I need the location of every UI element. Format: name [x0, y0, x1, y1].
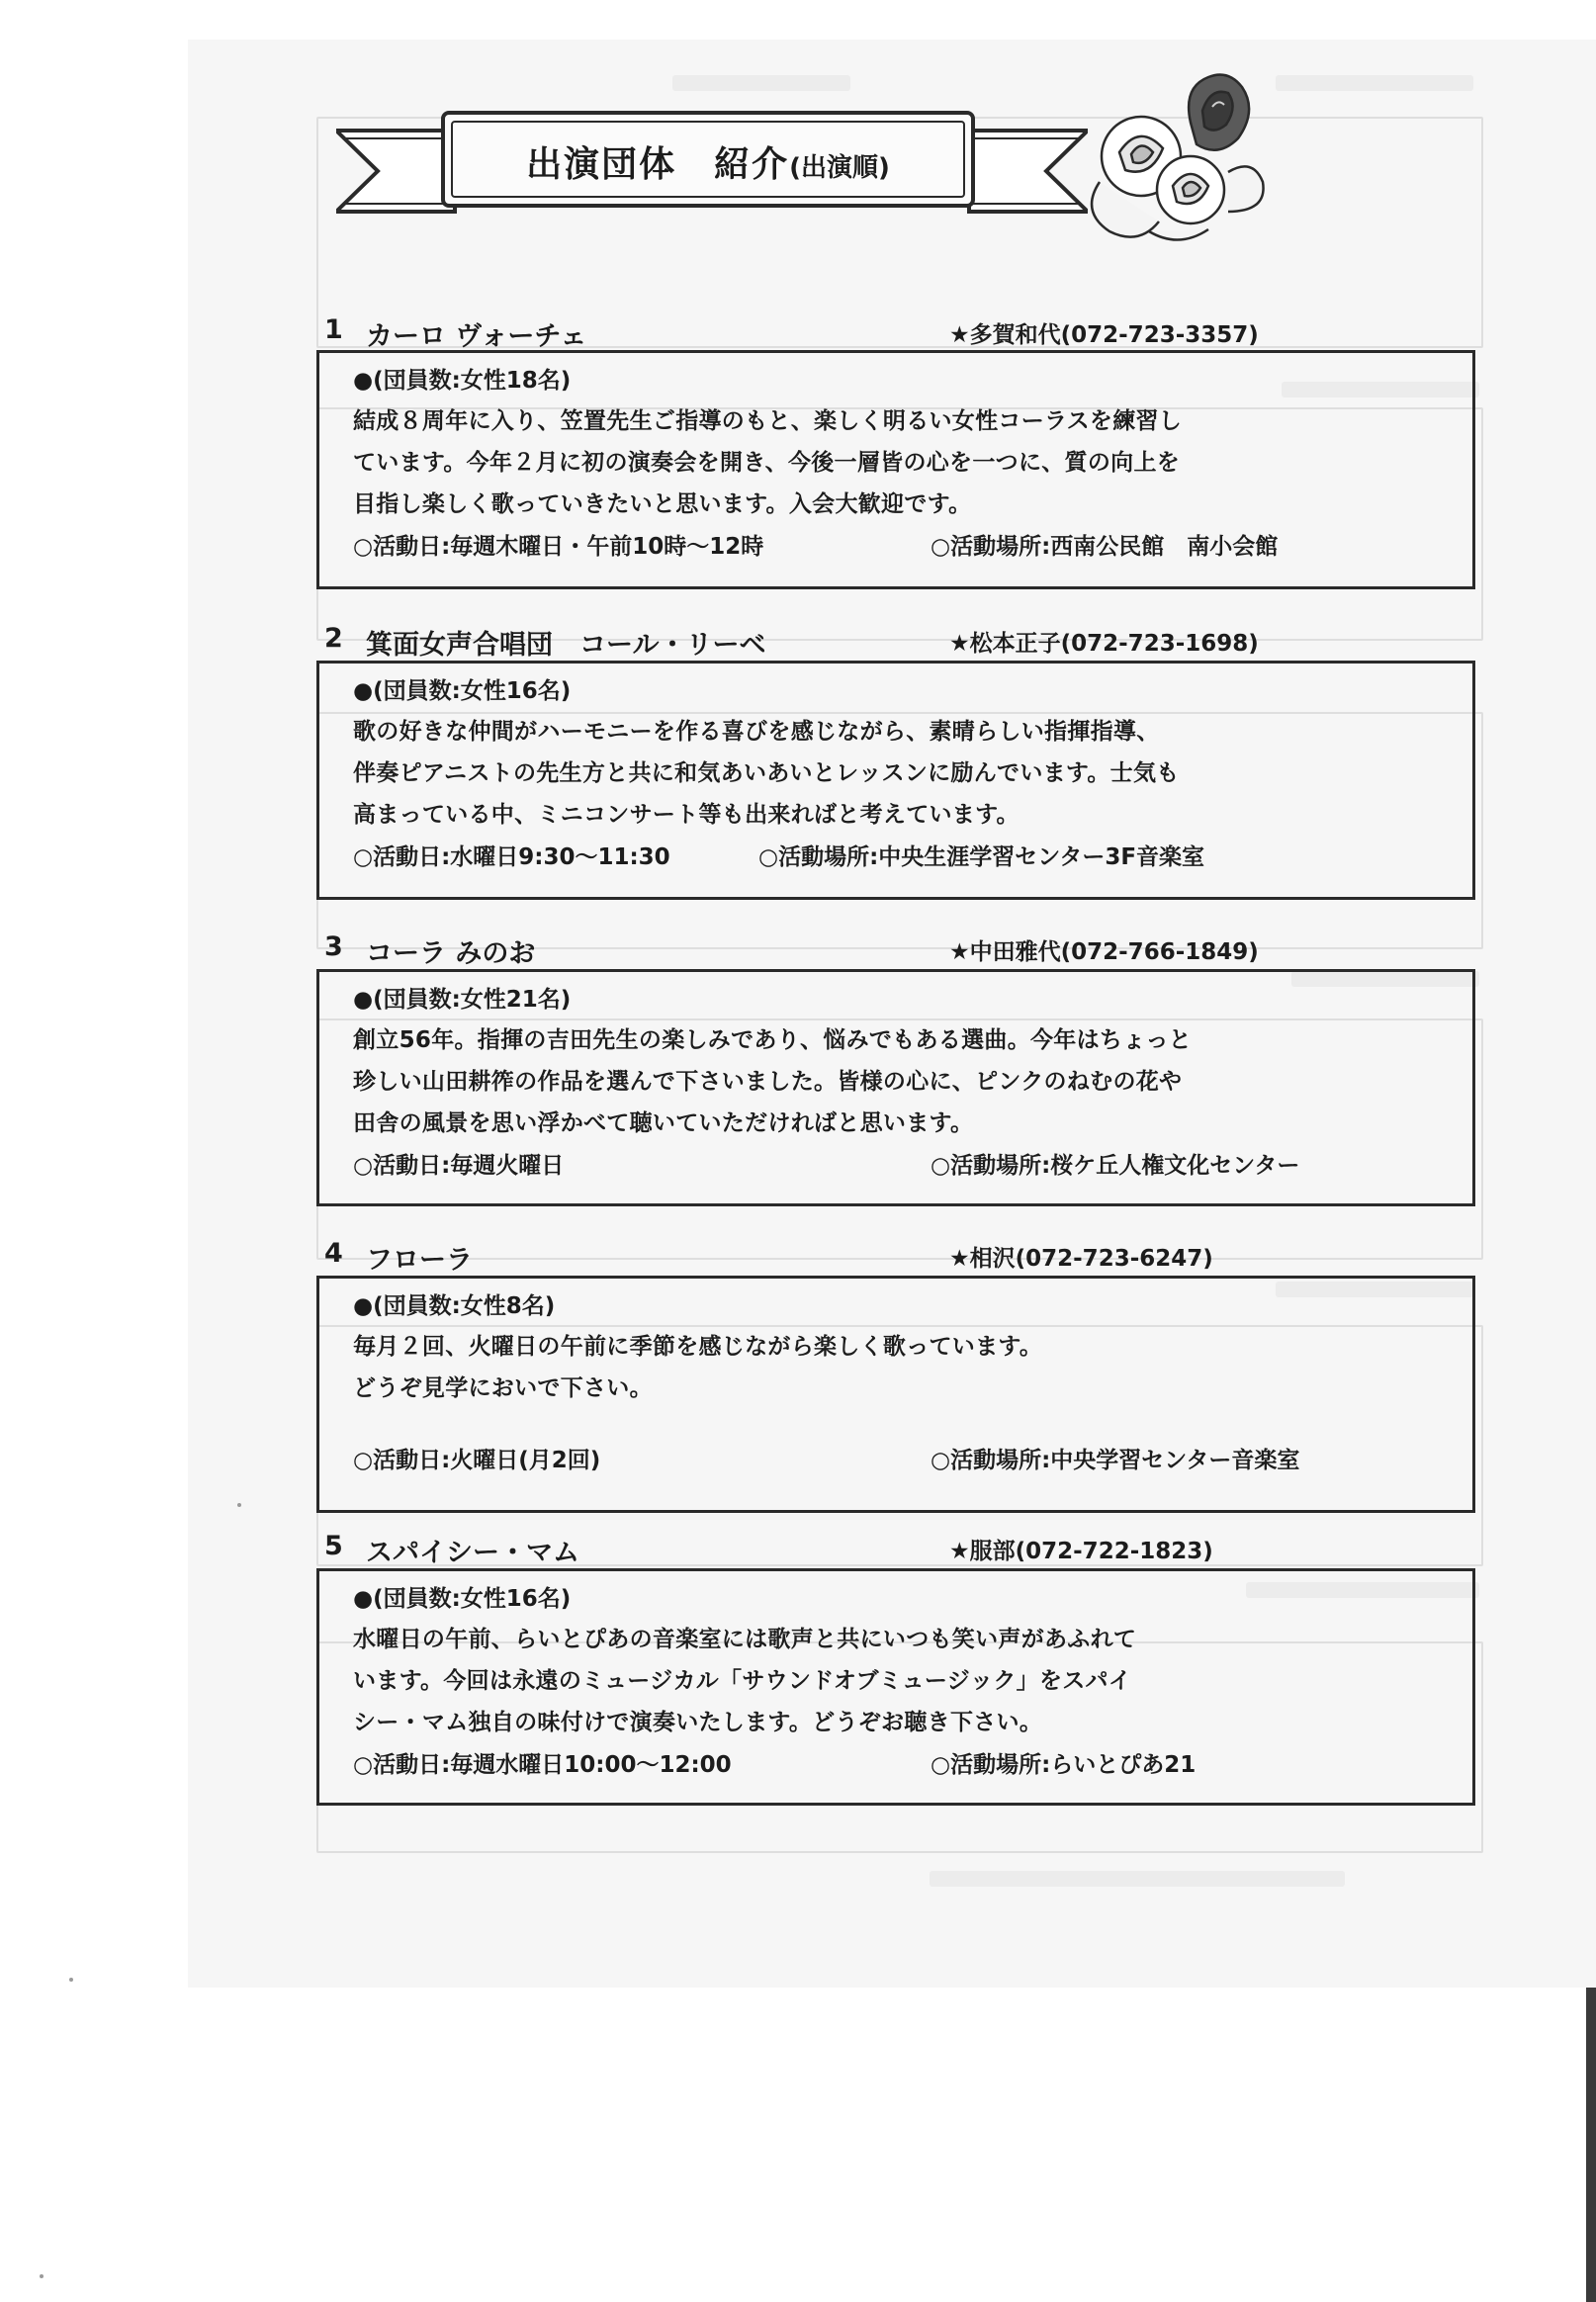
description-line: 高まっている中、ミニコンサート等も出来ればと考えています。 — [353, 802, 1020, 828]
group-contact: ★多賀和代(072-723-3357) — [949, 322, 1259, 348]
member-count: ●(団員数:女性16名) — [353, 678, 572, 704]
activity-day: ○活動日:毎週水曜日10:00～12:00 — [353, 1752, 732, 1778]
group-name: 箕面女声合唱団 コール・リーベ — [366, 630, 766, 661]
rose-icon — [1080, 63, 1274, 249]
activity-row — [353, 1743, 1451, 1787]
activity-place: ○活動場所:中央生涯学習センター3F音楽室 — [758, 844, 1205, 870]
member-count: ●(団員数:女性21名) — [353, 987, 572, 1013]
title-plate — [441, 111, 975, 208]
group-name: コーラ みのお — [366, 938, 536, 969]
group-name: スパイシー・マム — [366, 1538, 579, 1568]
group-entry-1 — [316, 312, 1475, 560]
activity-place: ○活動場所:らいとぴあ21 — [931, 1752, 1197, 1778]
group-name: カーロ ヴォーチェ — [366, 321, 587, 352]
show-through-text — [672, 75, 850, 91]
activity-row — [353, 1144, 1451, 1188]
activity-row — [353, 525, 1451, 569]
group-name: フローラ — [366, 1245, 473, 1276]
activity-row — [353, 1439, 1451, 1482]
member-count: ●(団員数:女性18名) — [353, 368, 572, 394]
description-line: 珍しい山田耕筰の作品を選んで下さいました。皆様の心に、ピンクのねむの花や — [353, 1069, 1183, 1095]
group-entry-3 — [316, 930, 1475, 1179]
activity-day: ○活動日:火曜日(月2回) — [353, 1448, 601, 1473]
activity-place: ○活動場所:中央学習センター音楽室 — [931, 1448, 1300, 1473]
description-line: 田舎の風景を思い浮かべて聴いていただければと思います。 — [353, 1110, 974, 1136]
member-count: ●(団員数:女性16名) — [353, 1586, 572, 1612]
page-title-sub: (出演順) — [789, 153, 890, 183]
description-line: 結成８周年に入り、笠置先生ご指導のもと、楽しく明るい女性コーラスを練習し — [353, 408, 1183, 434]
group-number: 2 — [324, 623, 343, 654]
group-entry-4 — [316, 1236, 1475, 1473]
group-contact: ★松本正子(072-723-1698) — [949, 631, 1259, 657]
scan-speck — [40, 2274, 44, 2278]
blank-line — [353, 1409, 1451, 1439]
activity-day: ○活動日:毎週火曜日 — [353, 1153, 565, 1179]
group-info-box — [316, 661, 1475, 900]
paper-edge — [1586, 1988, 1596, 2302]
description-line: シー・マム独自の味付けで演奏いたします。どうぞお聴き下さい。 — [353, 1710, 1043, 1735]
member-count: ●(団員数:女性8名) — [353, 1293, 556, 1319]
group-entry-5 — [316, 1529, 1475, 1778]
group-info-box — [316, 1568, 1475, 1806]
group-number: 1 — [324, 314, 343, 345]
group-contact: ★服部(072-722-1823) — [949, 1539, 1213, 1564]
group-header — [316, 312, 1475, 352]
page-title — [445, 136, 971, 187]
activity-day: ○活動日:水曜日9:30～11:30 — [353, 844, 670, 870]
show-through-text — [930, 1871, 1345, 1887]
description-line: 水曜日の午前、らいとぴあの音楽室には歌声と共にいつも笑い声があふれて — [353, 1627, 1137, 1652]
description-line: 目指し楽しく歌っていきたいと思います。入会大歓迎です。 — [353, 491, 972, 517]
description-line: ています。今年２月に初の演奏会を開き、今後一層皆の心を一つに、質の向上を — [353, 450, 1181, 476]
group-number: 5 — [324, 1531, 343, 1561]
description-line: います。今回は永遠のミュージカル「サウンドオブミュージック」をスパイ — [353, 1668, 1132, 1694]
scan-speck — [69, 1978, 73, 1982]
group-header — [316, 930, 1475, 969]
group-info-box — [316, 969, 1475, 1206]
activity-row — [353, 836, 1451, 879]
activity-place: ○活動場所:桜ケ丘人権文化センター — [931, 1153, 1300, 1179]
description-line: どうぞ見学においで下さい。 — [353, 1375, 653, 1401]
activity-day: ○活動日:毎週木曜日・午前10時～12時 — [353, 534, 764, 560]
group-number: 4 — [324, 1238, 343, 1269]
description-line: 歌の好きな仲間がハーモニーを作る喜びを感じながら、素晴らしい指揮指導、 — [353, 719, 1160, 745]
description-line: 伴奏ピアニストの先生方と共に和気あいあいとレッスンに励んでいます。士気も — [353, 760, 1180, 786]
description-line: 創立56年。指揮の吉田先生の楽しみであり、悩みでもある選曲。今年はちょっと — [353, 1027, 1193, 1053]
description-line: 毎月２回、火曜日の午前に季節を感じながら楽しく歌っています。 — [353, 1334, 1043, 1360]
group-contact: ★相沢(072-723-6247) — [949, 1246, 1213, 1272]
group-info-box — [316, 1276, 1475, 1513]
group-header — [316, 1529, 1475, 1568]
scan-speck — [237, 1503, 241, 1507]
group-entry-2 — [316, 621, 1475, 870]
group-header — [316, 621, 1475, 661]
group-number: 3 — [324, 931, 343, 962]
page-title-main: 出演団体 紹介 — [526, 144, 790, 185]
group-header — [316, 1236, 1475, 1276]
group-contact: ★中田雅代(072-766-1849) — [949, 939, 1259, 965]
show-through-text — [1276, 75, 1473, 91]
group-info-box — [316, 350, 1475, 589]
activity-place: ○活動場所:西南公民館 南小会館 — [931, 534, 1279, 560]
